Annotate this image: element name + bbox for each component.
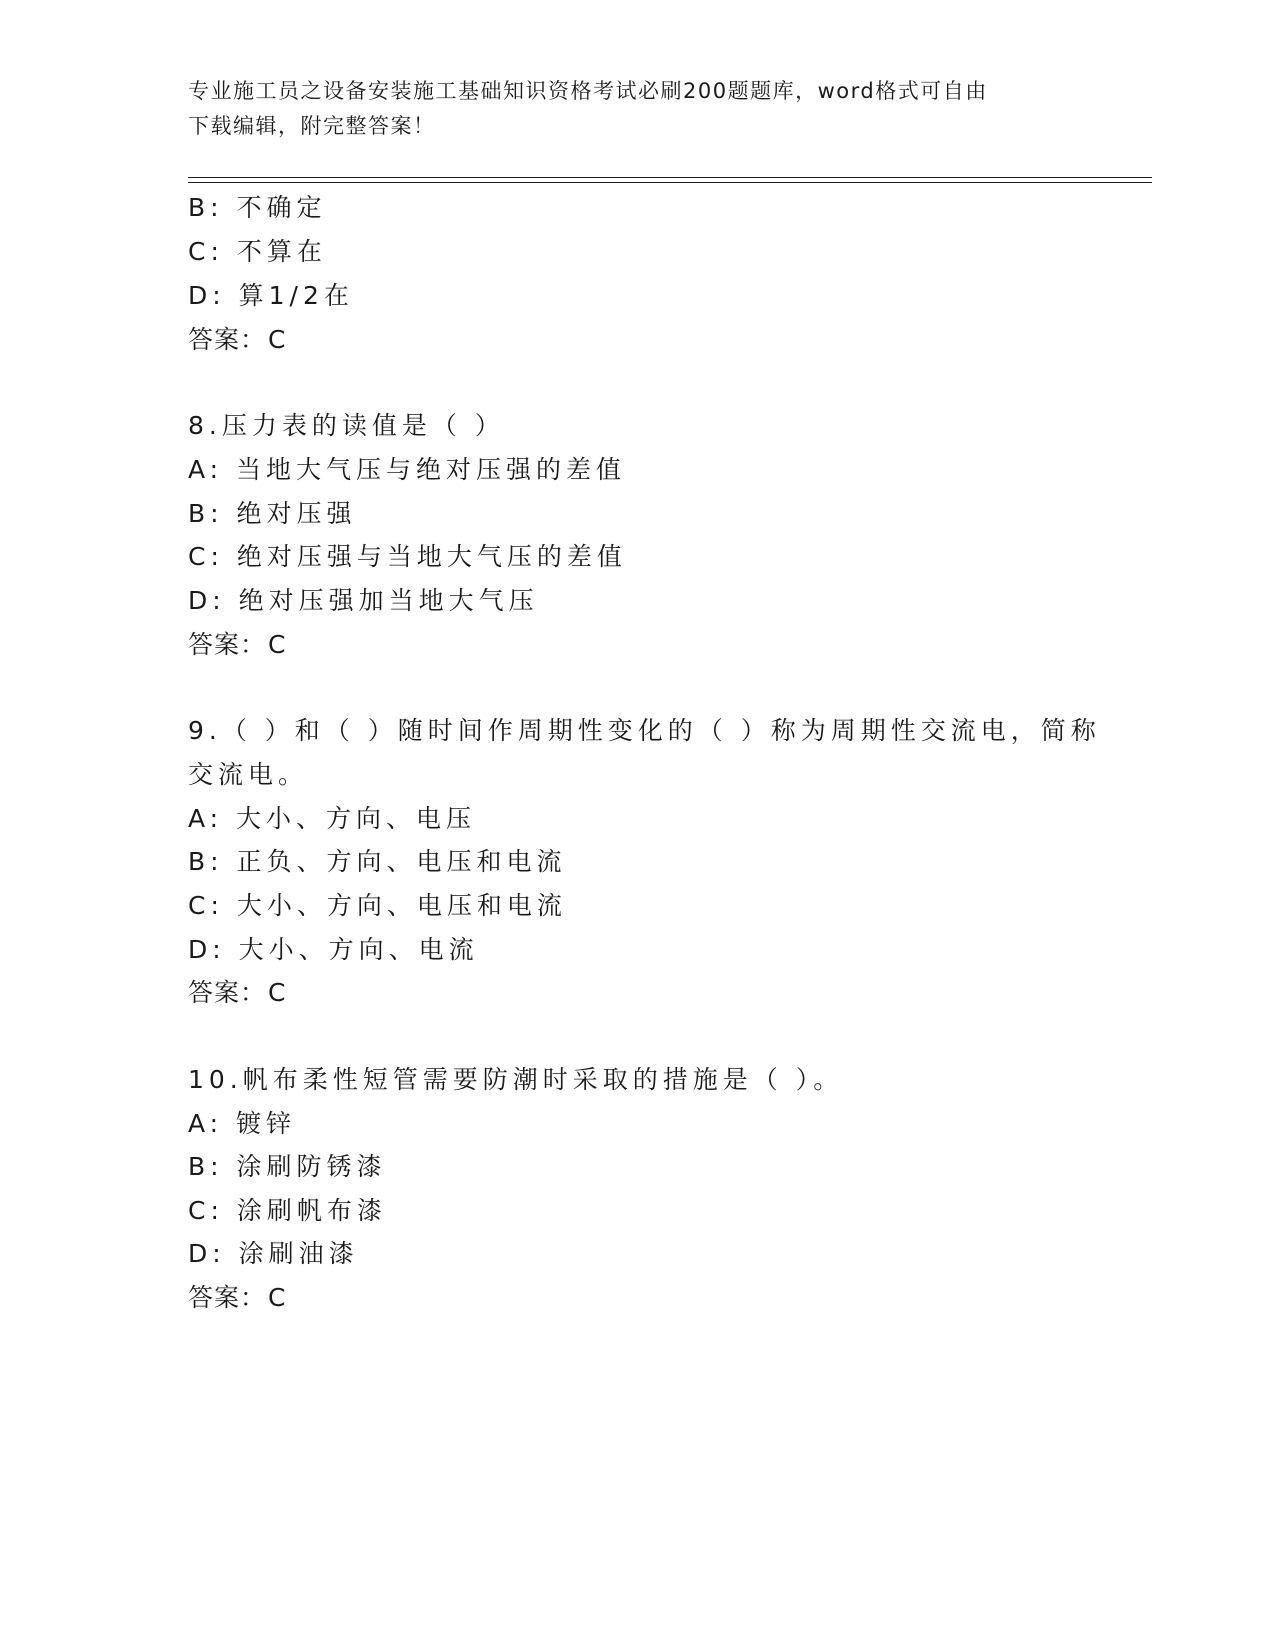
header-line-1: 专业施工员之设备安装施工基础知识资格考试必刷200题题库，word格式可自由 — [188, 79, 988, 103]
header-divider-top — [188, 177, 1152, 178]
header-divider-bottom — [188, 182, 1152, 183]
option-d: D: 算1/2在 — [188, 281, 354, 310]
answer-line: 答案：C — [188, 325, 287, 354]
option-c: C: 不算在 — [188, 237, 327, 266]
question-10-stem: 10.帆布柔性短管需要防潮时采取的措施是（ ）。 — [188, 1065, 844, 1094]
question-8-answer: 答案：C — [188, 630, 287, 659]
question-9-stem-line-1: 9.（ ）和（ ）随时间作周期性变化的（ ）称为周期性交流电，简称 — [188, 716, 1101, 745]
document-header — [188, 74, 1068, 144]
question-8-stem: 8.压力表的读值是（ ） — [188, 411, 505, 440]
question-9-option-a: A: 大小、方向、电压 — [188, 804, 477, 833]
question-10-option-b: B: 涂刷防锈漆 — [188, 1152, 387, 1181]
question-10-option-c: C: 涂刷帆布漆 — [188, 1196, 387, 1225]
question-9-option-b: B: 正负、方向、电压和电流 — [188, 847, 567, 876]
question-10-answer: 答案：C — [188, 1283, 287, 1312]
question-8-option-d: D: 绝对压强加当地大气压 — [188, 586, 539, 615]
question-9-answer: 答案：C — [188, 978, 287, 1007]
header-line-2: 下载编辑，附完整答案！ — [188, 114, 436, 138]
question-10-option-d: D: 涂刷油漆 — [188, 1239, 359, 1268]
question-9-stem-line-2: 交流电。 — [188, 760, 309, 789]
question-9-option-d: D: 大小、方向、电流 — [188, 935, 479, 964]
question-10-option-a: A: 镀锌 — [188, 1109, 297, 1138]
question-8-option-a: A: 当地大气压与绝对压强的差值 — [188, 455, 627, 484]
option-b: B: 不确定 — [188, 193, 327, 222]
question-8-option-b: B: 绝对压强 — [188, 499, 357, 528]
question-8-option-c: C: 绝对压强与当地大气压的差值 — [188, 542, 627, 571]
question-9-option-c: C: 大小、方向、电压和电流 — [188, 891, 567, 920]
